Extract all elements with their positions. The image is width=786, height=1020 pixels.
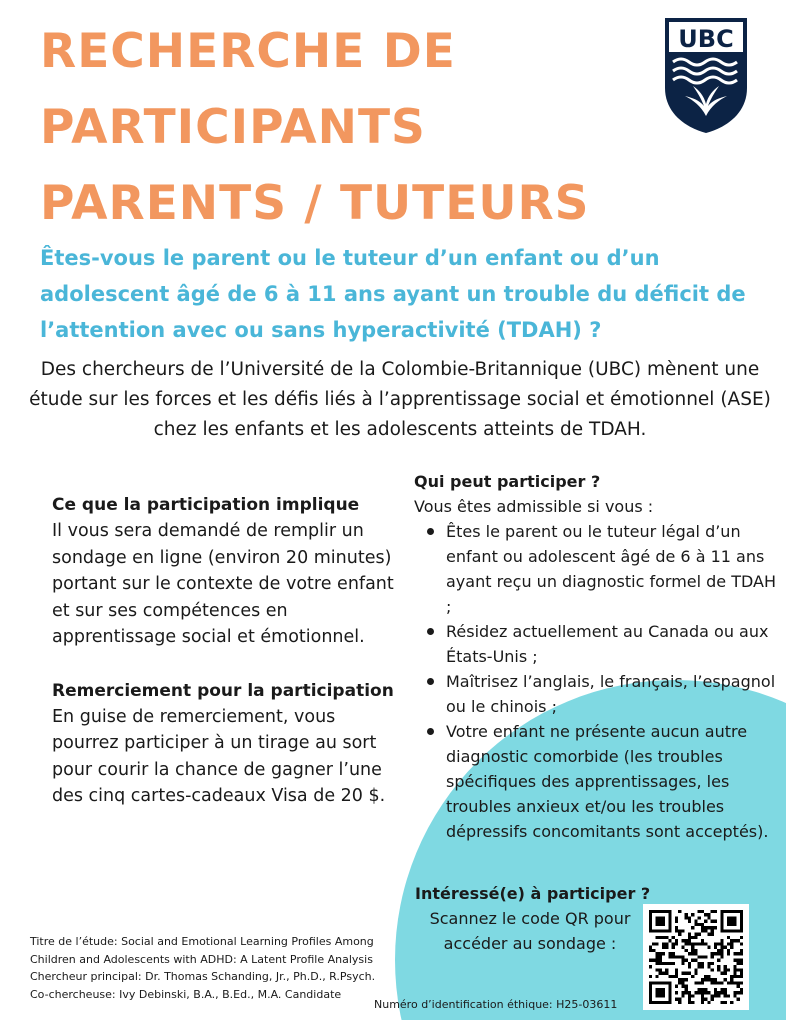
list-item xyxy=(414,669,784,719)
ethics-number: Numéro d’identification éthique: H25-03611 xyxy=(374,998,618,1011)
logo-text: UBC xyxy=(678,25,734,53)
title-line-2: PARTICIPANTS xyxy=(40,100,426,155)
list-item-text: Résidez actuellement au Canada ou aux États-Unis ; xyxy=(446,622,769,666)
eligibility-intro: Vous êtes admissible si vous : xyxy=(414,497,654,516)
list-item-text: Êtes le parent ou le tuteur légal d’un enfant ou adolescent âgé de 6 à 11 ans ayant reçu un diagnostic formel de TDAH ; xyxy=(446,522,777,616)
principal-investigator: Chercheur principal: Dr. Thomas Schanding, Jr., Ph.D., R.Psych. xyxy=(30,970,376,983)
thanks-body: En guise de remerciement, vous pourrez participer à un tirage au sort pour courir la chance de gagner l’une des cinq cartes-cadeaux Visa de 20 $. xyxy=(52,706,386,806)
interest-heading: Intéressé(e) à participer ? xyxy=(415,884,651,903)
study-intro: Des chercheurs de l’Université de la Colombie-Britannique (UBC) mènent une étude sur les forces et les défis liés à l’apprentissage social et émotionnel (ASE) chez les enfants et les adolescents atteints de TDAH. xyxy=(29,359,771,440)
co-investigator: Co-chercheuse: Ivy Debinski, B.A., B.Ed., M.A. Candidate xyxy=(30,987,342,1001)
participation-heading: Ce que la participation implique xyxy=(52,495,360,515)
qr-code-icon[interactable] xyxy=(643,904,749,1010)
eligibility-list xyxy=(414,519,784,844)
study-title: Titre de l’étude: Social and Emotional Learning Profiles Among Children and Adolescents with ADHD: A Latent Profile Analysis xyxy=(30,935,374,966)
left-column xyxy=(52,492,397,810)
list-item xyxy=(414,519,784,619)
bullet-icon xyxy=(427,528,434,535)
interest-body: Scannez le code QR pour accéder au sondage : xyxy=(429,909,631,953)
ubc-crest-icon xyxy=(663,16,749,134)
right-column xyxy=(414,469,784,844)
thanks-heading: Remerciement pour la participation xyxy=(52,680,394,701)
eligibility-heading: Qui peut participer ? xyxy=(414,472,601,491)
participation-body: Il vous sera demandé de remplir un sondage en ligne (environ 20 minutes) portant sur le contexte de votre enfant et sur ses compétences en apprentissage social et émotionnel. xyxy=(52,521,394,647)
title-line-3: PARENTS / TUTEURS xyxy=(40,176,590,231)
bullet-icon xyxy=(427,728,434,735)
list-item-text: Maîtrisez l’anglais, le français, l’espagnol ou le chinois ; xyxy=(446,672,776,716)
bullet-icon xyxy=(427,678,434,685)
list-item xyxy=(414,619,784,669)
page-title xyxy=(40,14,590,242)
list-item-text: Votre enfant ne présente aucun autre diagnostic comorbide (les troubles spécifiques des apprentissages, les troubles anxieux et/ou les troubles dépressifs concomitants sont acceptés). xyxy=(446,722,769,841)
eligibility-question: Êtes-vous le parent ou le tuteur d’un enfant ou d’un adolescent âgé de 6 à 11 ans ayant un trouble du déficit de l’attention avec ou sans hyperactivité (TDAH) ? xyxy=(40,246,746,342)
study-info xyxy=(30,933,410,1003)
bullet-icon xyxy=(427,628,434,635)
title-line-1: RECHERCHE DE xyxy=(40,24,456,79)
list-item xyxy=(414,719,784,844)
